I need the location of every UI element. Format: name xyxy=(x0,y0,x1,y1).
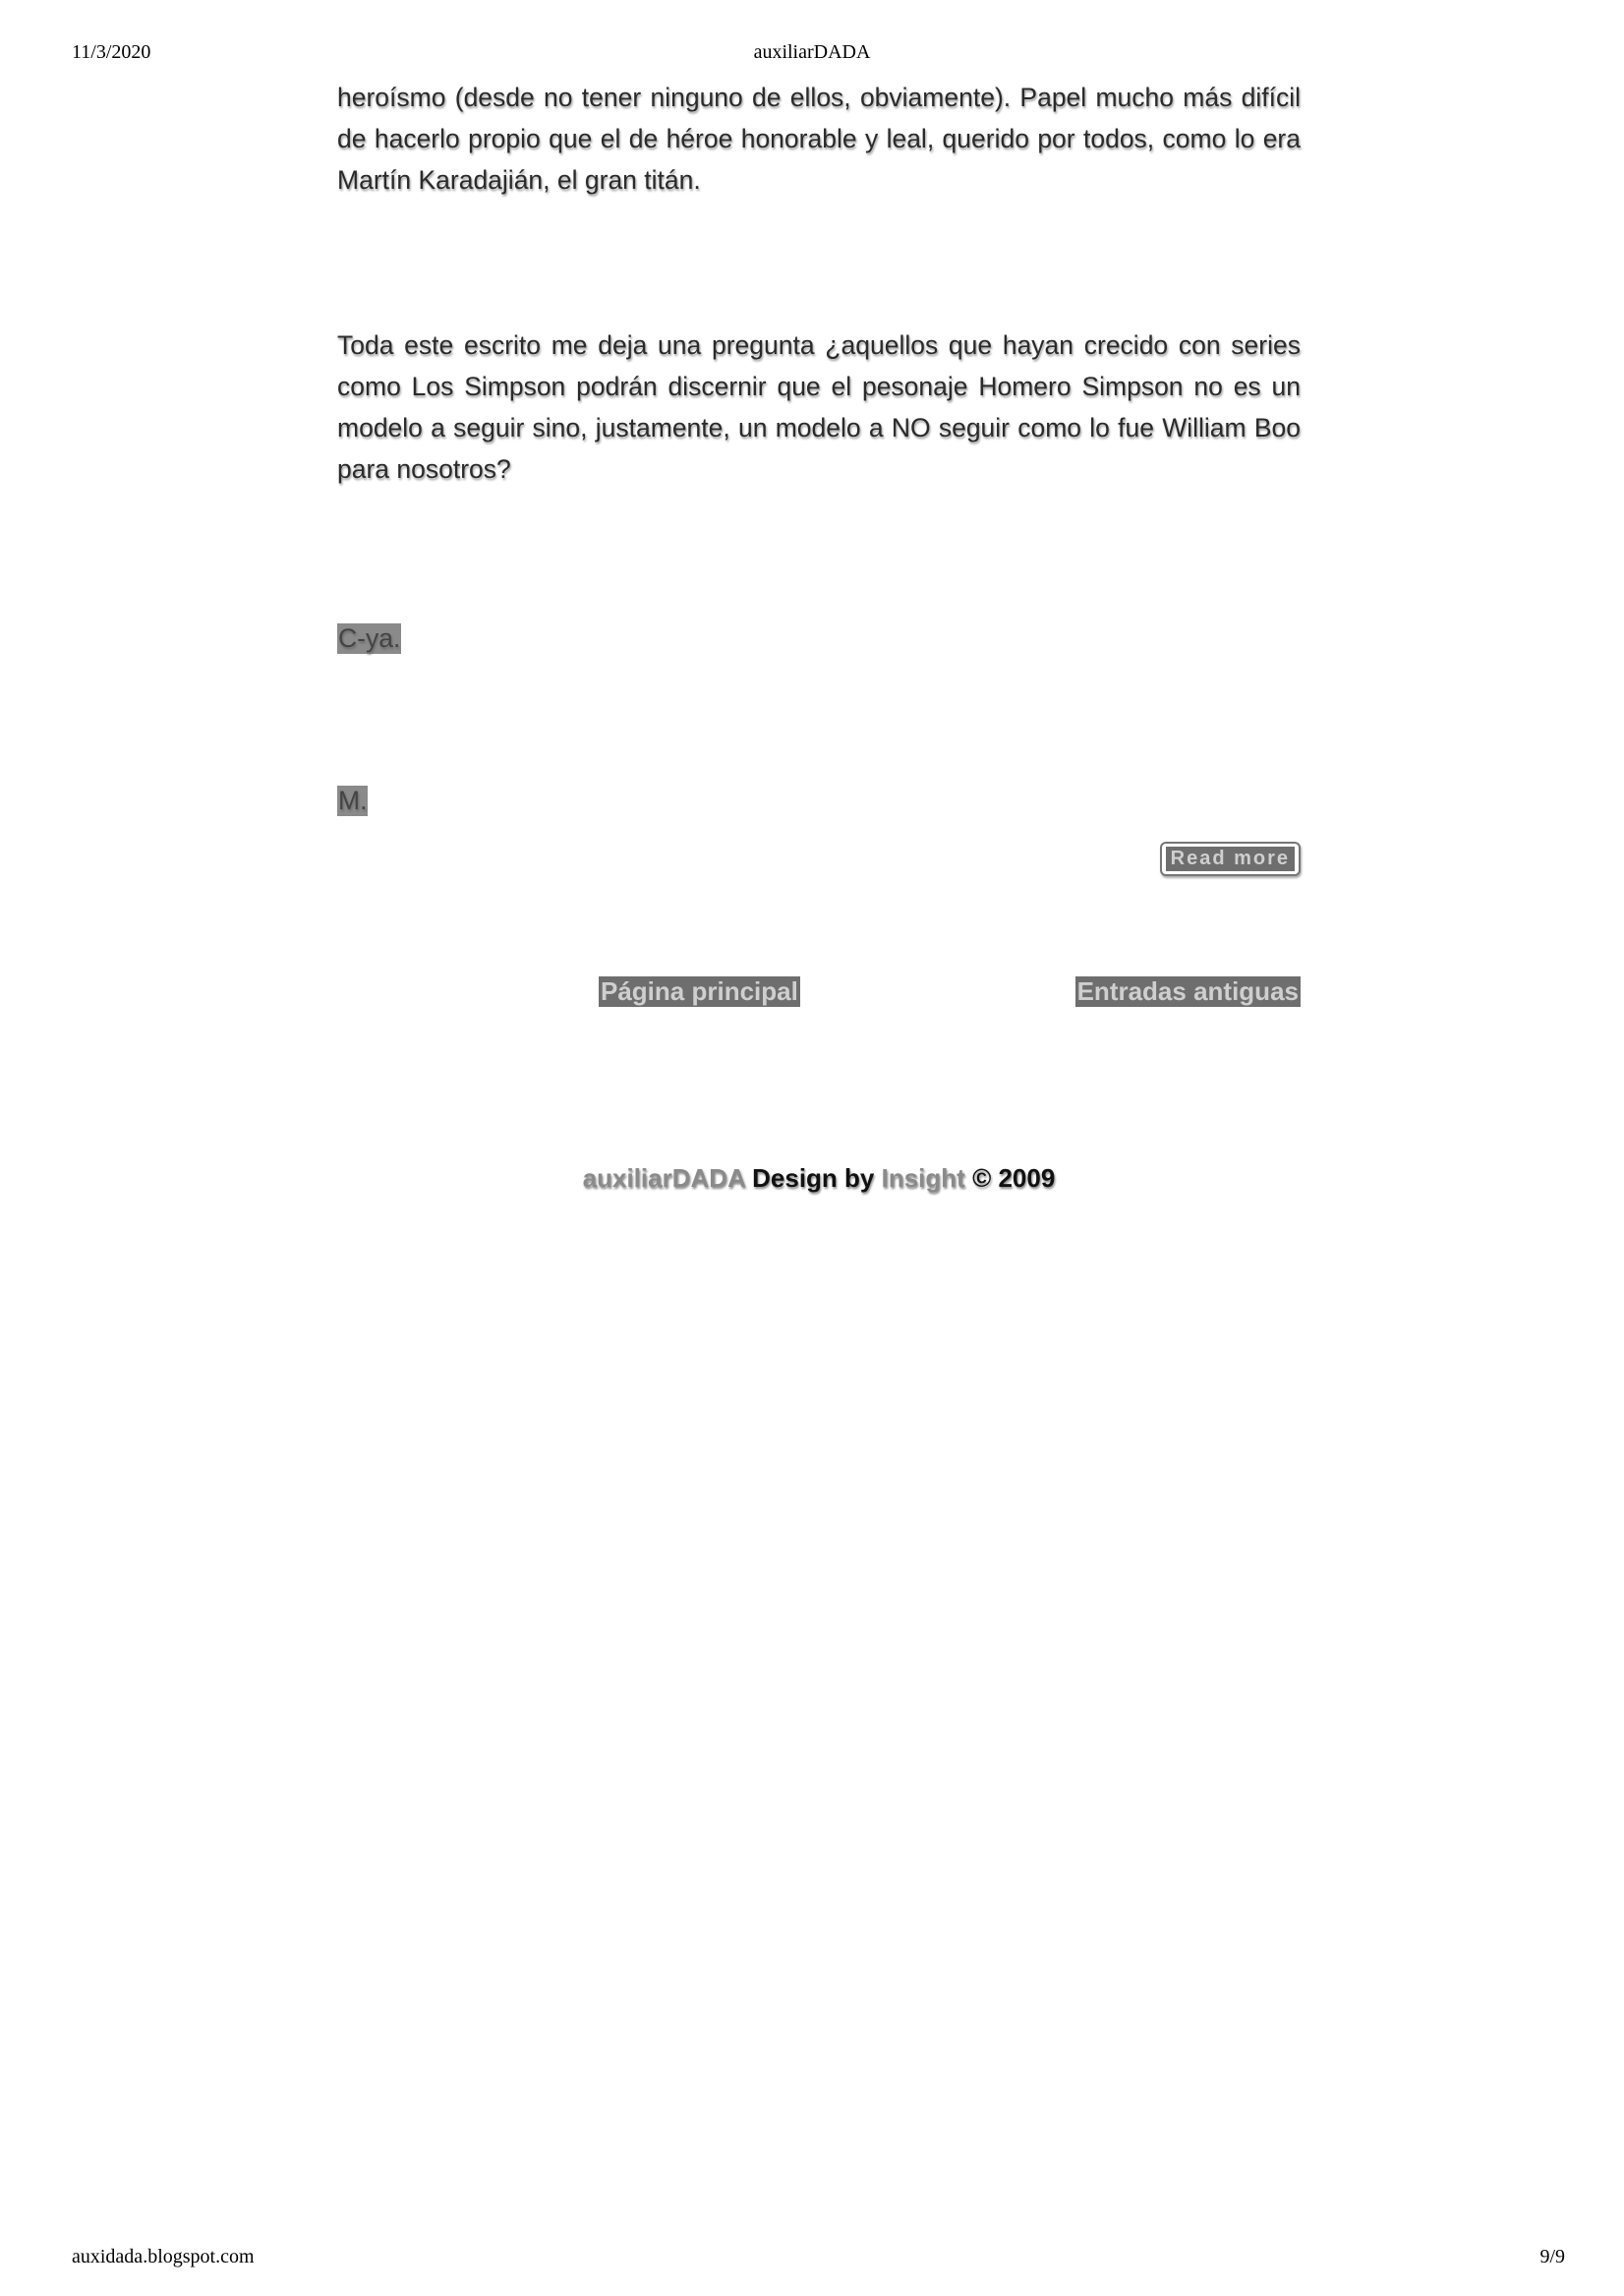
designer-link[interactable]: Insight xyxy=(881,1163,965,1193)
footer-credits xyxy=(327,1163,1310,1194)
post-paragraph: Toda este escrito me deja una pregunta ¿aquellos que hayan crecido con series como Los Simpson podrán discernir que el pesonaje Homero Simpson no es un modelo a seguir sino, justamente, un modelo a NO seguir como lo fue William Boo para nosotros? xyxy=(337,330,1301,484)
print-url: auxidada.blogspot.com xyxy=(72,2246,255,2267)
read-more-button[interactable] xyxy=(1160,842,1301,876)
post-paragraph: heroísmo (desde no tener ninguno de ellos, obviamente). Papel mucho más difícil de hacerlo propio que el de héroe honorable y leal, querido por todos, como lo era Martín Karadajián, el gran titán. xyxy=(337,83,1301,195)
post-body xyxy=(337,77,1301,1194)
design-by-text: Design by xyxy=(752,1163,875,1193)
print-date: 11/3/2020 xyxy=(72,41,151,63)
print-page-number: 9/9 xyxy=(1539,2246,1565,2267)
copyright-text: © 2009 xyxy=(972,1163,1056,1193)
read-more-label: Read more xyxy=(1166,847,1295,871)
print-page-title: auxiliarDADA xyxy=(753,41,871,63)
signoff-text: C-ya. xyxy=(338,623,401,653)
signature-line xyxy=(337,786,1301,816)
older-posts-link[interactable]: Entradas antiguas xyxy=(1076,976,1299,1006)
signature-initial: M. xyxy=(338,786,368,815)
read-more-row xyxy=(337,842,1301,876)
blog-name-link[interactable]: auxiliarDADA xyxy=(582,1163,745,1193)
blog-pager xyxy=(337,976,1301,1016)
home-page-link[interactable]: Página principal xyxy=(601,976,798,1006)
signoff-line xyxy=(337,623,1301,654)
